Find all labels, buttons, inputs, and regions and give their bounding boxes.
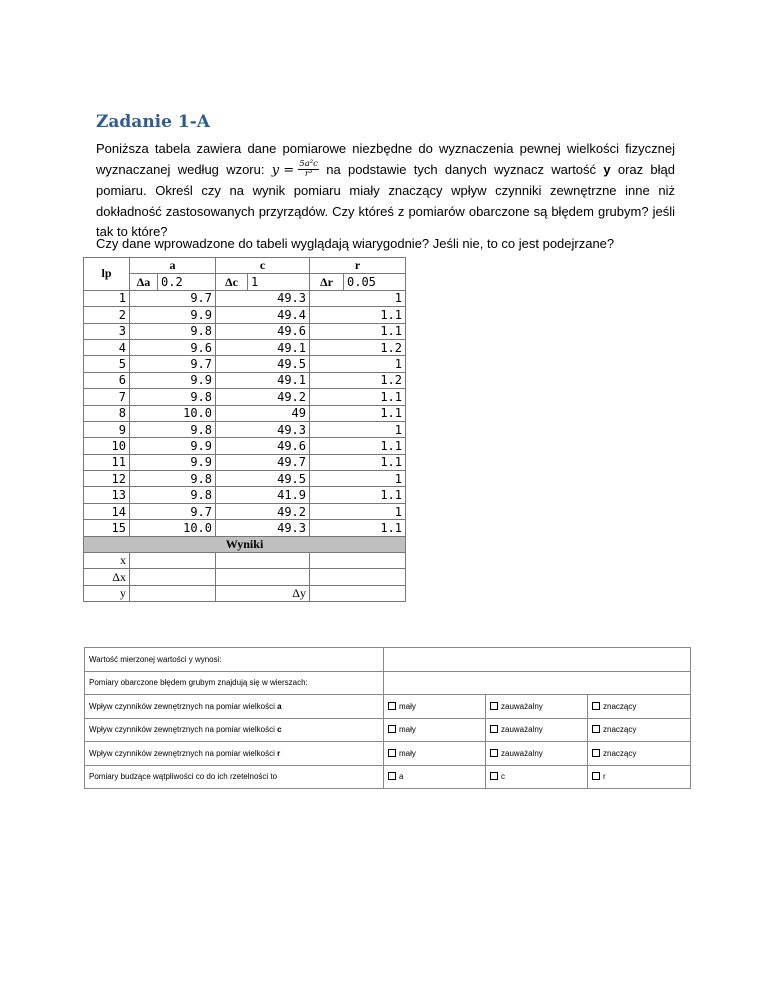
row-r-value[interactable]: 1.1 — [310, 487, 406, 503]
row-lp: 6 — [84, 372, 130, 388]
row-lp: 9 — [84, 421, 130, 437]
delta-r-label: Δr — [310, 274, 344, 290]
x-r-cell[interactable] — [310, 553, 406, 569]
row-lp: 2 — [84, 307, 130, 323]
row-r-value[interactable]: 1.1 — [310, 405, 406, 421]
task-description: Poniższa tabela zawiera dane pomiarowe niezbędne do wyznaczenia pewnej wielkości fizycznej wyznaczanej według wzoru: y = $\frac{\text{5a²c}}{\text{r³}}$ na podstawie tych danych wyznacz wartość y oraz błąd pomiaru. Określ czy na wynik pomiaru miały znaczący wpływ czynniki zewnętrzne inne niż dokładność zastosowanych przyrządów. Czy któreś z pomiarów obarczone są błędem grubym? jeśli tak to które? — [96, 141, 675, 239]
row-lp: 12 — [84, 471, 130, 487]
summary-table — [84, 647, 691, 789]
row-c-value[interactable]: 49.3 — [216, 290, 310, 306]
a-header: a — [130, 258, 216, 274]
summary-y-value-answer[interactable] — [384, 648, 691, 672]
row-r-value[interactable]: 1 — [310, 356, 406, 372]
row-c-value[interactable]: 49 — [216, 405, 310, 421]
row-lp: 3 — [84, 323, 130, 339]
dy-label: Δy — [216, 585, 310, 601]
row-lp: 14 — [84, 503, 130, 519]
row-r-value[interactable]: 1 — [310, 503, 406, 519]
option-a-znaczacy[interactable]: znaczący — [588, 695, 691, 719]
table-row — [84, 454, 406, 470]
row-c-value[interactable]: 49.3 — [216, 421, 310, 437]
row-c-value[interactable]: 49.2 — [216, 389, 310, 405]
row-r-value[interactable]: 1.1 — [310, 389, 406, 405]
row-lp: 8 — [84, 405, 130, 421]
row-r-value[interactable]: 1 — [310, 421, 406, 437]
row-lp: 4 — [84, 339, 130, 355]
lp-header: lp — [84, 258, 130, 291]
checkbox-icon[interactable] — [388, 772, 396, 780]
table-row — [84, 356, 406, 372]
table-row — [84, 389, 406, 405]
row-a-value[interactable]: 9.9 — [130, 454, 216, 470]
option-a-maly[interactable]: mały — [384, 695, 486, 719]
delta-r-value[interactable]: 0.05 — [344, 274, 406, 290]
row-a-value[interactable]: 9.8 — [130, 421, 216, 437]
table-row — [84, 503, 406, 519]
row-lp: 10 — [84, 438, 130, 454]
dx-value-cell[interactable] — [130, 569, 216, 585]
option-r-maly[interactable]: mały — [384, 742, 486, 766]
dx-c-cell[interactable] — [216, 569, 310, 585]
dx-r-cell[interactable] — [310, 569, 406, 585]
row-lp: 11 — [84, 454, 130, 470]
row-c-value[interactable]: 49.4 — [216, 307, 310, 323]
task-title: Zadanie 1-A — [96, 112, 210, 132]
summary-gross-error-answer[interactable] — [384, 671, 691, 695]
row-a-value[interactable]: 9.9 — [130, 307, 216, 323]
table-row — [84, 438, 406, 454]
row-c-value[interactable]: 49.5 — [216, 356, 310, 372]
row-c-value[interactable]: 49.2 — [216, 503, 310, 519]
row-lp: 7 — [84, 389, 130, 405]
row-a-value[interactable]: 9.8 — [130, 323, 216, 339]
row-a-value[interactable]: 9.8 — [130, 487, 216, 503]
row-a-value[interactable]: 10.0 — [130, 405, 216, 421]
x-value-cell[interactable] — [130, 553, 216, 569]
dx-label: Δx — [84, 569, 130, 585]
option-a-zauwazalny[interactable]: zauważalny — [486, 695, 588, 719]
measurement-rows — [84, 290, 406, 536]
checkbox-icon[interactable] — [490, 702, 498, 710]
row-c-value[interactable]: 49.5 — [216, 471, 310, 487]
option-c-znaczacy[interactable]: znaczący — [588, 718, 691, 742]
option-c-zauwazalny[interactable]: zauważalny — [486, 718, 588, 742]
r-header: r — [310, 258, 406, 274]
table-row — [84, 405, 406, 421]
row-c-value[interactable]: 49.1 — [216, 339, 310, 355]
checkbox-icon[interactable] — [592, 725, 600, 733]
row-c-value[interactable]: 49.3 — [216, 520, 310, 536]
row-a-value[interactable]: 9.8 — [130, 471, 216, 487]
row-c-value[interactable]: 49.1 — [216, 372, 310, 388]
c-header: c — [216, 258, 310, 274]
summary-influence-a-label: Wpływ czynników zewnętrznych na pomiar wielkości a — [85, 695, 384, 719]
summary-y-value-label: Wartość mierzonej wartości y wynosi: — [85, 648, 384, 672]
row-a-value[interactable]: 9.7 — [130, 356, 216, 372]
summary-influence-c-label: Wpływ czynników zewnętrznych na pomiar wielkości c — [85, 718, 384, 742]
option-r-zauwazalny[interactable]: zauważalny — [486, 742, 588, 766]
row-r-value[interactable]: 1.1 — [310, 323, 406, 339]
row-r-value[interactable]: 1 — [310, 290, 406, 306]
table-row — [84, 307, 406, 323]
table-row — [84, 339, 406, 355]
row-r-value[interactable]: 1.1 — [310, 307, 406, 323]
checkbox-icon[interactable] — [592, 772, 600, 780]
row-c-value[interactable]: 49.6 — [216, 438, 310, 454]
row-c-value[interactable]: 49.6 — [216, 323, 310, 339]
row-r-value[interactable]: 1.2 — [310, 339, 406, 355]
checkbox-icon[interactable] — [592, 702, 600, 710]
checkbox-icon[interactable] — [490, 749, 498, 757]
summary-gross-error-label: Pomiary obarczone błędem grubym znajdują się w wierszach: — [85, 671, 384, 695]
option-c-maly[interactable]: mały — [384, 718, 486, 742]
delta-a-label: Δa — [130, 274, 158, 290]
row-a-value[interactable]: 9.7 — [130, 290, 216, 306]
formula: y = $\frac{\text{5a²c}}{\text{r³}}$ — [271, 158, 318, 179]
row-r-value[interactable]: 1.1 — [310, 454, 406, 470]
y-value-cell[interactable] — [130, 585, 216, 601]
row-r-value[interactable]: 1.1 — [310, 520, 406, 536]
delta-c-label: Δc — [216, 274, 248, 290]
option-r-znaczacy[interactable]: znaczący — [588, 742, 691, 766]
summary-doubtful-label: Pomiary budzące wątpliwości co do ich rzetelności to — [85, 765, 384, 789]
checkbox-icon[interactable] — [388, 702, 396, 710]
delta-a-value[interactable]: 0.2 — [158, 274, 216, 290]
summary-influence-r-label: Wpływ czynników zewnętrznych na pomiar wielkości r — [85, 742, 384, 766]
table-row — [84, 487, 406, 503]
checkbox-icon[interactable] — [388, 725, 396, 733]
row-lp: 1 — [84, 290, 130, 306]
checkbox-icon[interactable] — [490, 725, 498, 733]
checkbox-icon[interactable] — [490, 772, 498, 780]
table-row — [84, 421, 406, 437]
checkbox-icon[interactable] — [388, 749, 396, 757]
row-a-value[interactable]: 9.9 — [130, 372, 216, 388]
checkbox-icon[interactable] — [592, 749, 600, 757]
table-row — [84, 290, 406, 306]
results-header: Wyniki — [84, 536, 406, 552]
row-a-value[interactable]: 9.8 — [130, 389, 216, 405]
dy-value-cell[interactable] — [310, 585, 406, 601]
row-lp: 15 — [84, 520, 130, 536]
row-r-value[interactable]: 1.2 — [310, 372, 406, 388]
measurement-table — [83, 257, 406, 602]
y-label: y — [84, 585, 130, 601]
row-a-value[interactable]: 9.9 — [130, 438, 216, 454]
row-c-value[interactable]: 49.7 — [216, 454, 310, 470]
option-doubtful-c[interactable]: c — [486, 765, 588, 789]
x-c-cell[interactable] — [216, 553, 310, 569]
table-row — [84, 520, 406, 536]
table-row — [84, 372, 406, 388]
table-row — [84, 323, 406, 339]
row-lp: 13 — [84, 487, 130, 503]
row-a-value[interactable]: 10.0 — [130, 520, 216, 536]
option-doubtful-r[interactable]: r — [588, 765, 691, 789]
delta-c-value[interactable]: 1 — [248, 274, 310, 290]
row-lp: 5 — [84, 356, 130, 372]
row-a-value[interactable]: 9.6 — [130, 339, 216, 355]
row-r-value[interactable]: 1.1 — [310, 438, 406, 454]
option-doubtful-a[interactable]: a — [384, 765, 486, 789]
table-row — [84, 471, 406, 487]
row-r-value[interactable]: 1 — [310, 471, 406, 487]
x-label: x — [84, 553, 130, 569]
row-a-value[interactable]: 9.7 — [130, 503, 216, 519]
row-c-value[interactable]: 41.9 — [216, 487, 310, 503]
question-text: Czy dane wprowadzone do tabeli wyglądają wiarygodnie? Jeśli nie, to co jest podejrzane? — [96, 236, 615, 251]
